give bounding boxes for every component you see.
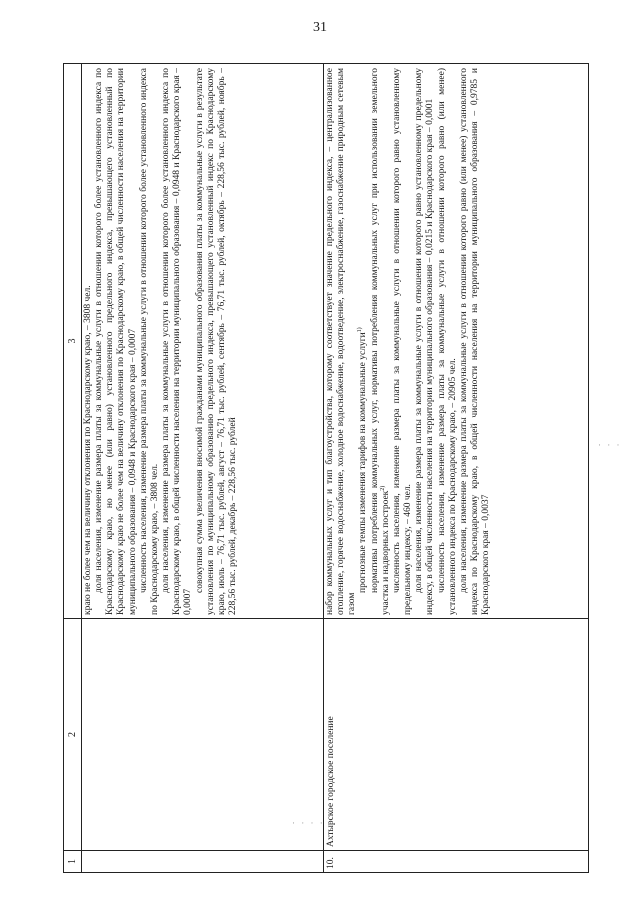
header-col-1: 1	[64, 850, 81, 872]
table-row	[324, 64, 588, 872]
paragraph: численность населения, изменение размера платы за коммунальные услуги в отношении которого равно (или менее) установленного индекса по Краснодарскому краю, – 20905 чел.	[436, 68, 458, 615]
table-header-row	[64, 64, 82, 872]
paragraph: доля населения, изменение размера платы за коммунальные услуги в отношении которого равно (или менее) установленного индекса по Краснодарскому краю, в общей численности населения на территории муниципального образования – 0,9785 и Краснодарского края – 0,0037	[458, 68, 492, 615]
data-table	[63, 63, 589, 873]
indicator-text	[82, 64, 323, 618]
municipality-name: Ахтырское городское поселение	[324, 618, 588, 850]
paragraph: численность населения, изменение размера платы за коммунальные услуги в отношении которого равно установленному предельному индексу, – 460 чел.	[391, 68, 414, 615]
paragraph: доля населения, изменение размера платы за коммунальные услуги в отношении которого равно установленному предельному индексу, в общей численности населения на территории муниципального образования – 0,0215 и Краснодарского края – 0,0001	[414, 68, 436, 615]
page-number: 31	[313, 20, 327, 35]
table-frame	[63, 63, 589, 873]
scan-artifact: · · · · ·	[292, 818, 334, 828]
header-col-2: 2	[64, 618, 81, 850]
indicator-text	[324, 64, 588, 618]
municipality-name	[82, 618, 323, 850]
scan-artifact: · · ·	[598, 440, 622, 450]
paragraph: набор коммунальных услуг и тип благоустройства, которому соответствует значение предельного индекса, – централизованное отопление, горячее водоснабжение, холодное водоснабжение, водоотведение, электроснабжение, газоснабжение природным сетевым газом	[325, 68, 358, 615]
footnote-mark: 1)	[357, 327, 364, 333]
row-number	[82, 850, 323, 872]
paragraph: краю не более чем на величину отклонения по Краснодарскому краю, – 3808 чел.	[83, 285, 93, 615]
paragraph-text: прогнозные темпы изменения тарифов на коммунальные услуги	[358, 332, 369, 593]
paragraph: совокупная сумма увеличения вносимой гражданами муниципального образования платы за коммунальные услуги в результате установления по муниципальному образованию предельного индекса, превышающего установленный индекс по Краснодарскому краю, июль – 76,71 тыс. рублей, август – 76,71 тыс. рублей, сентябрь – 76,71 тыс. рублей, октябрь – 228,56 тыс. рублей, ноябрь – 228,56 тыс. рублей, декабрь – 228,56 тыс. рублей	[194, 68, 239, 615]
paragraph: доля населения, изменение размера платы за коммунальные услуги в отношении которого более установленного индекса по Краснодарскому краю, в общей численности населения на территории муниципального образования – 0,0948 и Краснодарского края – 0,0007	[161, 68, 194, 615]
paragraph	[358, 68, 369, 615]
row-number: 10.	[324, 850, 588, 872]
paragraph: численность населения, изменение размера платы за коммунальные услуги в отношении которого более установленного индекса по Краснодарскому краю, – 3808 чел.	[138, 68, 160, 615]
header-col-3: 3	[67, 338, 78, 344]
paragraph	[370, 68, 392, 615]
paragraph: доля населения, изменение размера платы за коммунальные услуги в отношении которого более установленного индекса по Краснодарскому краю, но менее (или равно) установленного предельного индекса, превышающего установленный по Краснодарскому краю не более чем на величину отклонения по Краснодарскому краю, в общей численности населения на территории муниципального образования – 0,0948 и Краснодарского края – 0,0007	[94, 68, 138, 615]
table-row	[82, 64, 324, 872]
paragraph-text: нормативы потребления коммунальных услуг, нормативы потребления коммунальных услуг при использовании земельного участка и надворных построек	[369, 68, 391, 615]
footnote-mark: 2)	[379, 485, 386, 491]
